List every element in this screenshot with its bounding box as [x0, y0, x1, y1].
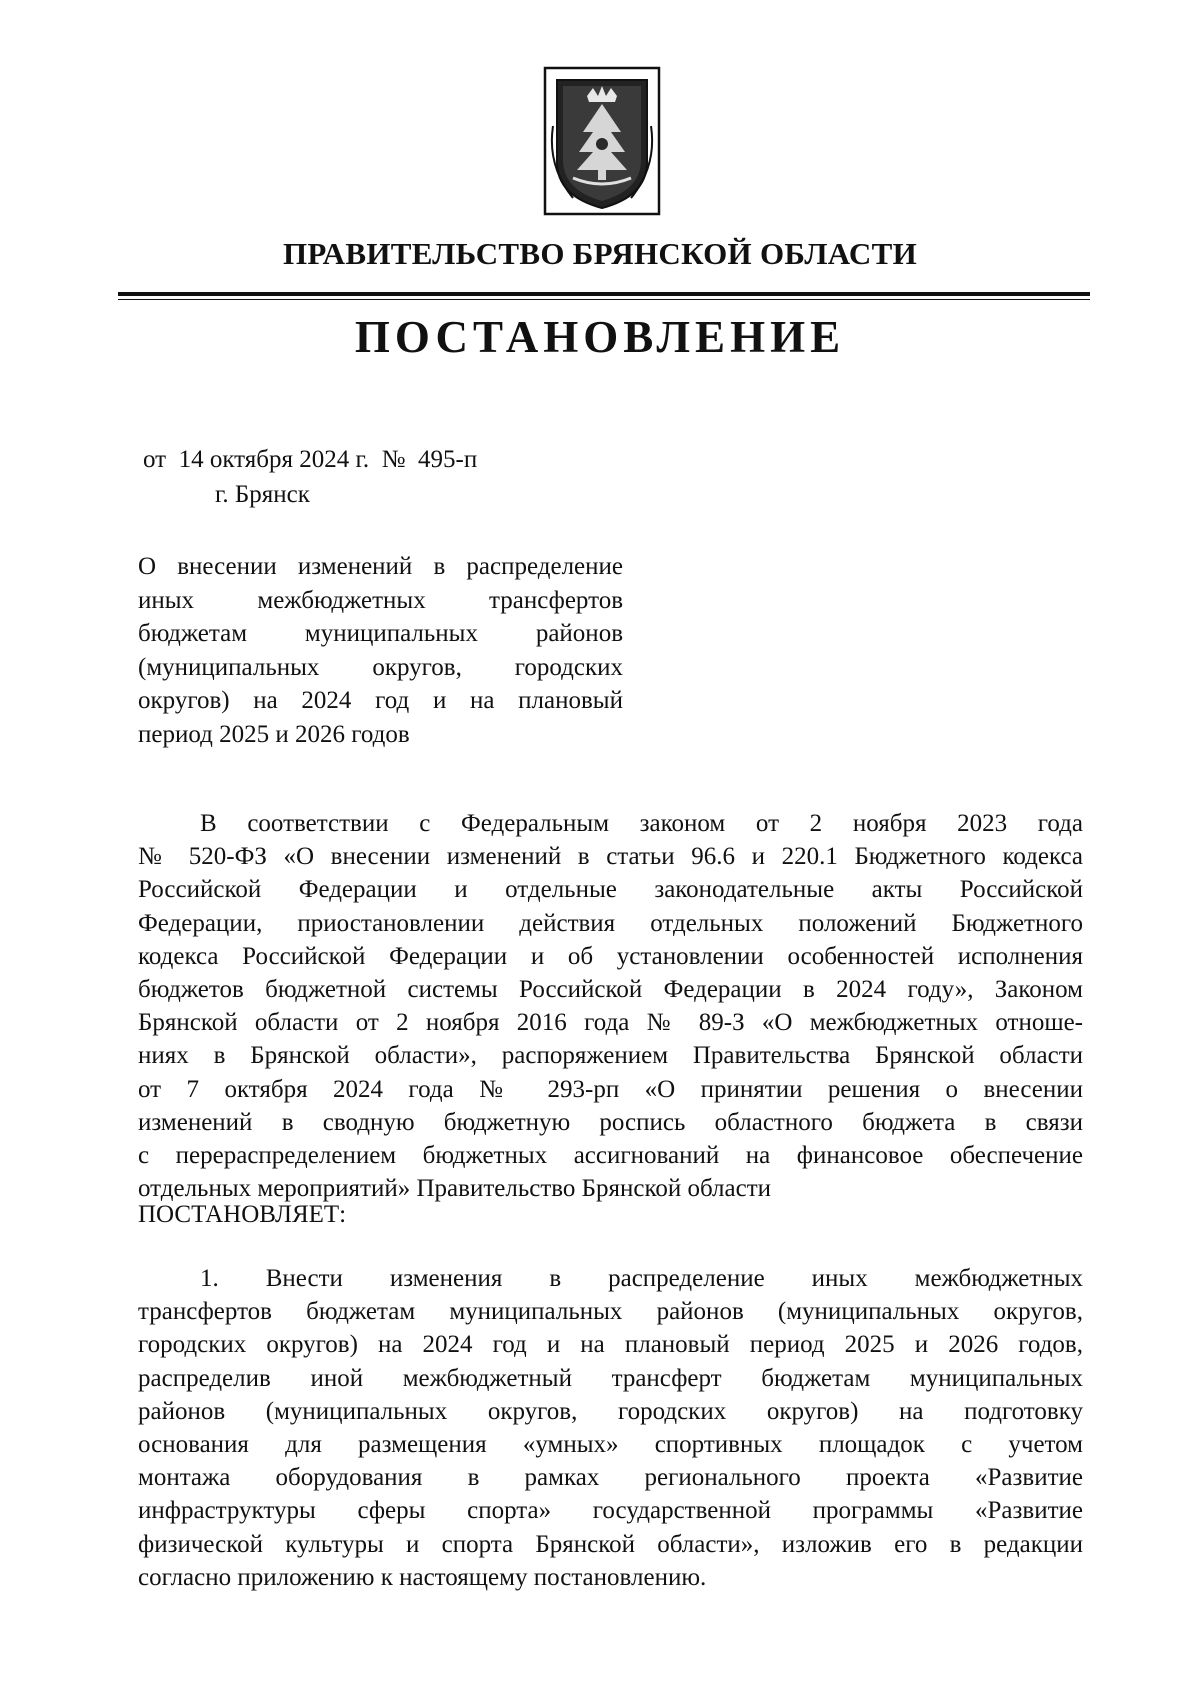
coat-of-arms-icon — [543, 66, 661, 216]
paragraph-line: районов (муниципальных округов, городских округов) на подготовку — [138, 1397, 1083, 1425]
paragraph-line: с перераспределением бюджетных ассигнований на финансовое обеспечение — [138, 1142, 1083, 1170]
document-city: г. Брянск — [215, 481, 310, 508]
paragraph-line: физической культуры и спорта Брянской области», изложив его в редакции — [138, 1530, 1083, 1558]
subject-line: иных межбюджетных трансфертов — [138, 586, 623, 614]
paragraph-line: изменений в сводную бюджетную роспись областного бюджета в связи — [138, 1108, 1083, 1136]
subject-line: О внесении изменений в распределение — [138, 553, 623, 580]
government-title: ПРАВИТЕЛЬСТВО БРЯНСКОЙ ОБЛАСТИ — [282, 236, 918, 271]
document-subject — [138, 550, 623, 751]
paragraph-line: основания для размещения «умных» спортивных площадок с учетом — [138, 1431, 1083, 1459]
paragraph-line: инфраструктуры сферы спорта» государственной программы «Развитие — [138, 1497, 1083, 1525]
paragraph-line: 1. Внести изменения в распределение иных межбюджетных — [200, 1265, 1083, 1292]
document-date-number: от 14 октября 2024 г. № 495-п — [143, 446, 478, 473]
header-divider-thick — [118, 292, 1090, 296]
paragraph-line: ниях в Брянской области», распоряжением Правительства Брянской области — [138, 1042, 1083, 1070]
paragraph-line: В соответствии с Федеральным законом от 2 ноября 2023 года — [200, 810, 1083, 837]
paragraph-line: городских округов) на 2024 год и на плановый период 2025 и 2026 годов, — [138, 1331, 1083, 1359]
header-divider-thin — [118, 299, 1090, 300]
paragraph-line: монтажа оборудования в рамках регионального проекта «Развитие — [138, 1464, 1083, 1492]
paragraph-line: бюджетов бюджетной системы Российской Федерации в 2024 году», Законом — [138, 976, 1083, 1004]
paragraph-line: Российской Федерации и отдельные законодательные акты Российской — [138, 876, 1083, 904]
paragraph-line: от 7 октября 2024 года № 293-рп «О принятии решения о внесении — [138, 1075, 1083, 1103]
paragraph-line: № 520-ФЗ «О внесении изменений в статьи 96.6 и 220.1 Бюджетного кодекса — [138, 843, 1083, 871]
subject-line: округов) на 2024 год и на плановый — [138, 687, 623, 714]
subject-line: бюджетам муниципальных районов — [138, 620, 623, 647]
document-type-title: ПОСТАНОВЛЕНИЕ — [354, 312, 846, 362]
paragraph-line: распределив иной межбюджетный трансферт бюджетам муниципальных — [138, 1364, 1083, 1392]
decree-word: ПОСТАНОВЛЯЕТ: — [138, 1201, 347, 1228]
paragraph-line: кодекса Российской Федерации и об установлении особенностей исполнения — [138, 942, 1083, 970]
paragraph-line: Федерации, приостановлении действия отдельных положений Бюджетного — [138, 909, 1083, 937]
paragraph-line: отдельных мероприятий» Правительство Брянской области — [138, 1175, 772, 1203]
paragraph-line: трансфертов бюджетам муниципальных районов (муниципальных округов, — [138, 1298, 1083, 1326]
subject-line: (муниципальных округов, городских — [138, 653, 623, 681]
preamble-paragraph — [138, 807, 1083, 1205]
subject-line: период 2025 и 2026 годов — [138, 720, 410, 748]
paragraph-line: Брянской области от 2 ноября 2016 года № 89-З «О межбюджетных отноше- — [138, 1009, 1083, 1037]
item-1-paragraph — [138, 1262, 1083, 1594]
paragraph-line: согласно приложению к настоящему постановлению. — [138, 1563, 707, 1591]
